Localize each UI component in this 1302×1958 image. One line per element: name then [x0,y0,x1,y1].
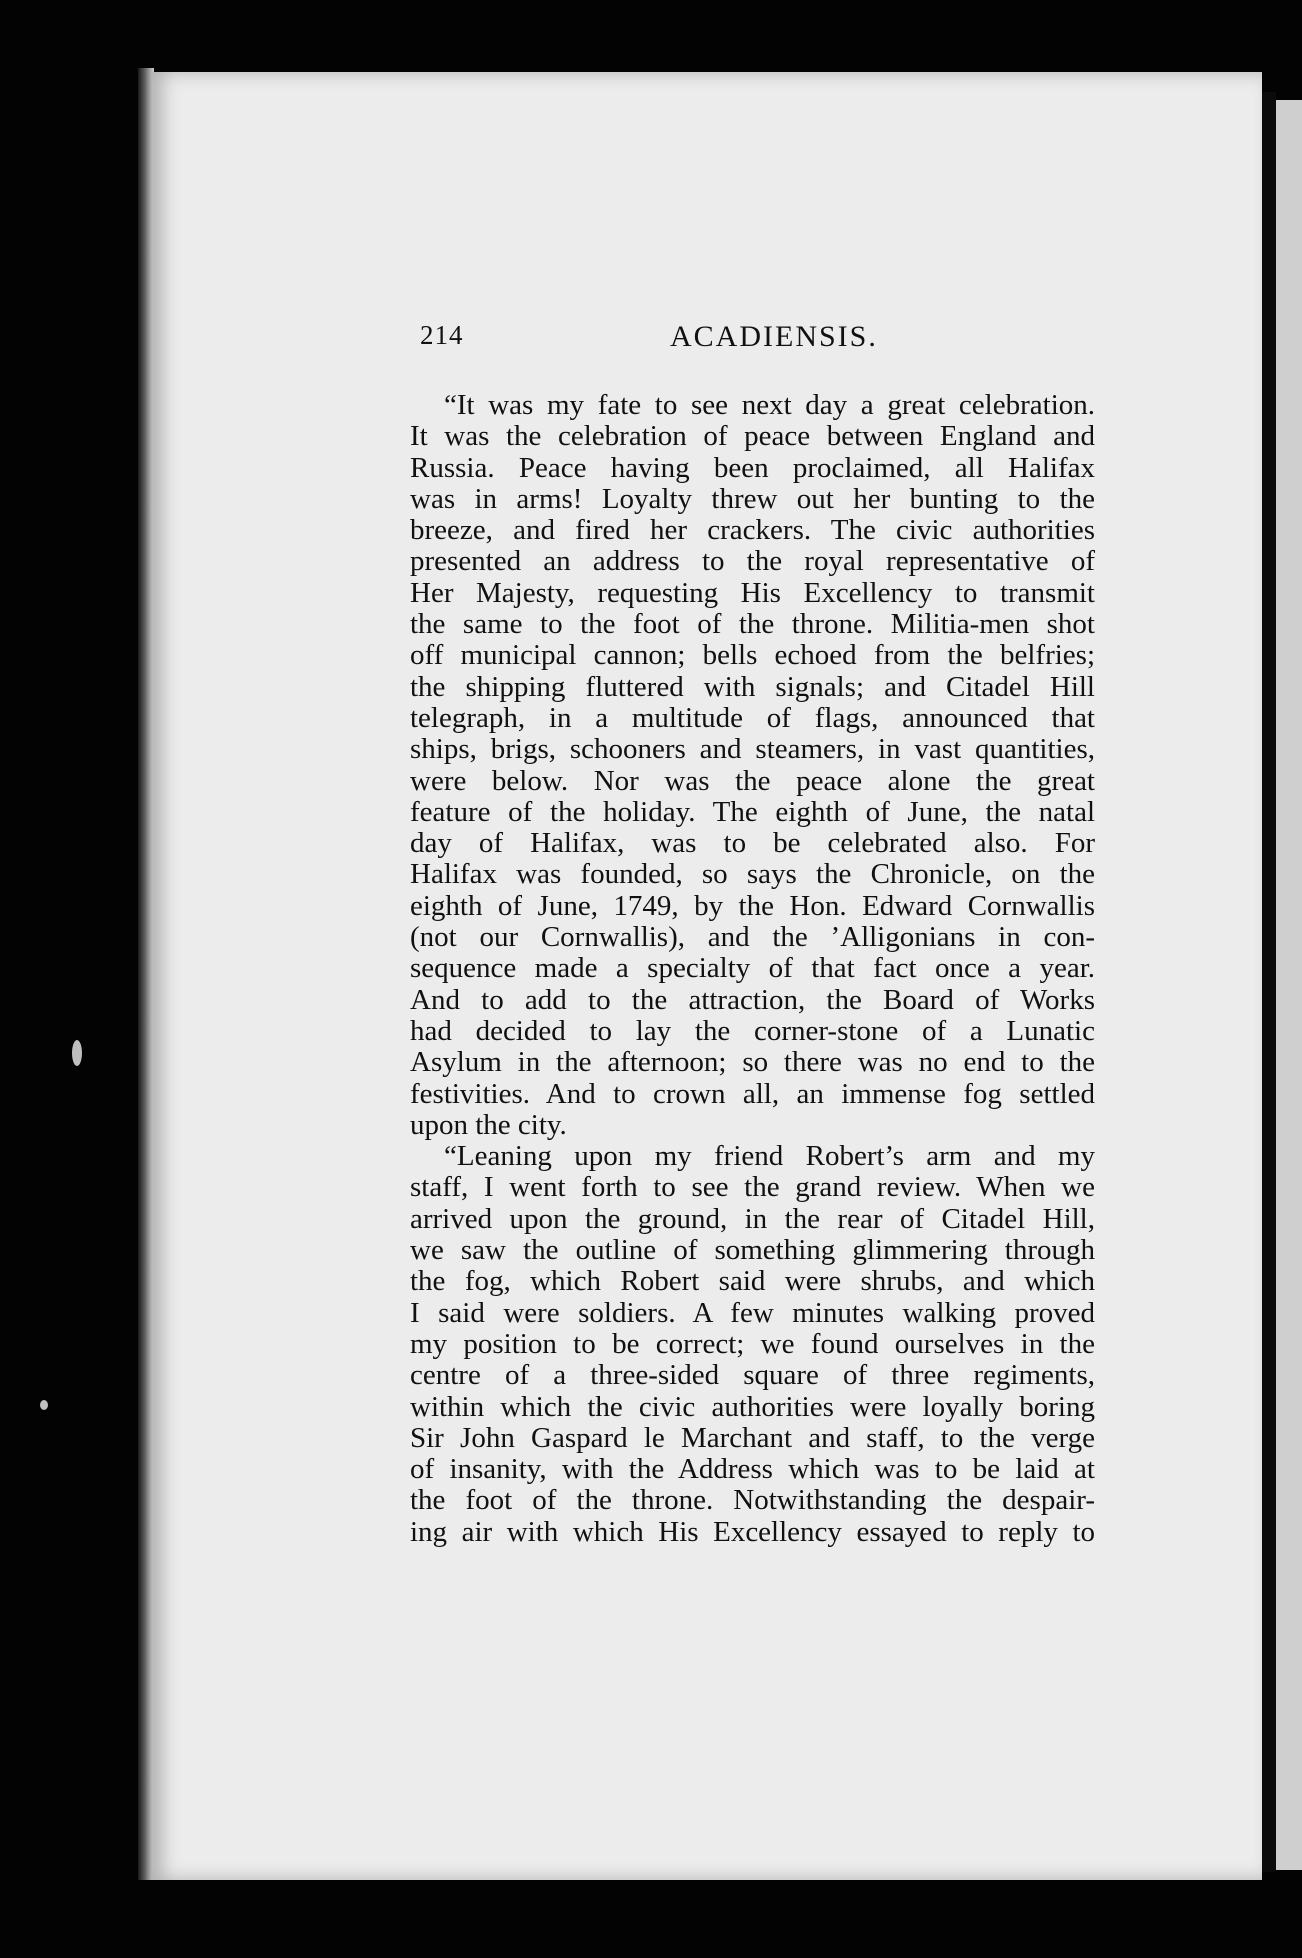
text-line: presented an address to the royal representative of [410,545,1095,578]
text-line: Sir John Gaspard le Marchant and staff, to the verge [410,1421,1095,1454]
text-line: (not our Cornwallis), and the ’Alligonians in con- [410,921,1095,954]
text-line: Her Majesty, requesting His Excellency to transmit [410,576,1095,609]
text-line: festivities. And to crown all, an immense fog settled [410,1077,1095,1110]
text-line: ships, brigs, schooners and steamers, in vast quantities, [410,733,1095,766]
text-line: “Leaning upon my friend Robert’s arm and my [444,1140,1095,1173]
text-line: the fog, which Robert said were shrubs, and which [410,1265,1095,1298]
text-line: was in arms! Loyalty threw out her bunting to the [410,482,1095,515]
page-gutter-shadow [1262,92,1276,1872]
text-line: off municipal cannon; bells echoed from the belfries; [410,639,1095,672]
text-line: the same to the foot of the throne. Militia-men shot [410,608,1095,641]
text-line: eighth of June, 1749, by the Hon. Edward Cornwallis [410,889,1095,922]
adjacent-page-edge [1276,100,1302,1870]
text-line: of insanity, with the Address which was to be laid at [410,1453,1095,1486]
text-line: day of Halifax, was to be celebrated also. For [410,827,1095,860]
text-line: Halifax was founded, so says the Chronicle, on the [410,858,1095,891]
text-line: arrived upon the ground, in the rear of Citadel Hill, [410,1202,1095,1235]
text-line: upon the city. [410,1108,567,1141]
page-number: 214 [420,320,464,350]
text-line: were below. Nor was the peace alone the great [410,764,1095,797]
text-line: Asylum in the afternoon; so there was no end to the [410,1046,1095,1079]
text-line: within which the civic authorities were loyally boring [410,1390,1095,1423]
text-line: Russia. Peace having been proclaimed, all Halifax [410,451,1095,484]
text-line: the foot of the throne. Notwithstanding the despair- [410,1484,1095,1517]
text-line: breeze, and fired her crackers. The civic authorities [410,514,1095,547]
text-line: telegraph, in a multitude of flags, announced that [410,701,1095,734]
text-line: had decided to lay the corner-stone of a Lunatic [410,1014,1095,1047]
text-line: It was the celebration of peace between England and [410,420,1095,453]
running-header [420,320,1090,364]
text-line: ing air with which His Excellency essayed to reply to [410,1515,1095,1548]
text-line: centre of a three-sided square of three regiments, [410,1359,1095,1392]
scan-speck [72,1040,82,1066]
text-line: feature of the holiday. The eighth of June, the natal [410,795,1095,828]
text-line: “It was my fate to see next day a great celebration. [444,389,1095,421]
running-title: ACADIENSIS. [670,320,878,353]
text-line: I said were soldiers. A few minutes walking proved [410,1296,1095,1329]
text-line: my position to be correct; we found ourselves in the [410,1327,1095,1360]
text-line: And to add to the attraction, the Board of Works [410,983,1095,1016]
text-line: the shipping fluttered with signals; and Citadel Hill [410,670,1095,703]
body-text [410,390,1095,1548]
text-line: staff, I went forth to see the grand review. When we [410,1171,1095,1204]
text-line: sequence made a specialty of that fact once a year. [410,952,1095,985]
scan-speck [40,1400,48,1410]
text-line: we saw the outline of something glimmering through [410,1234,1095,1267]
